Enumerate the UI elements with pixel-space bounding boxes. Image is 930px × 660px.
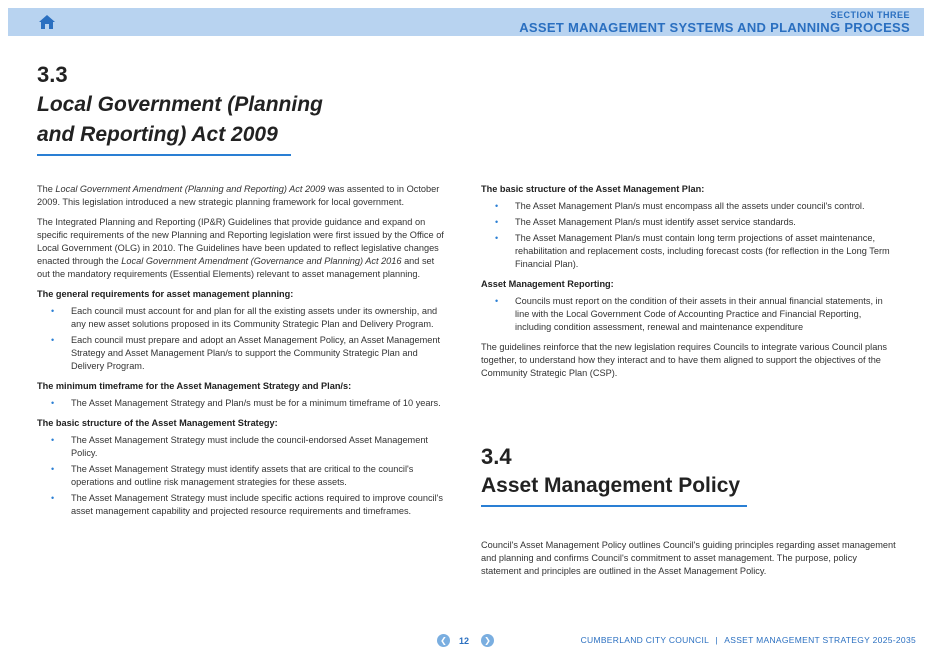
list-item: • The Asset Management Strategy must identify assets that are critical to the council's operations and outline risk management strategies for these assets. [51,464,414,487]
policy-column [481,539,896,585]
heading-line-2: and Reporting) Act 2009 [37,123,278,146]
footer-separator: | [715,635,719,645]
bullet-icon: • [495,201,499,211]
general-requirements-list [37,305,445,373]
section-heading-3-4: Asset Management Policy [481,474,741,497]
section-heading [37,90,323,150]
list-item: • The Asset Management Plan/s must identify asset service standards. [495,217,796,227]
section-title: ASSET MANAGEMENT SYSTEMS AND PLANNING PROCESS [519,20,910,35]
left-column [37,183,445,525]
home-icon[interactable] [38,14,56,30]
section-number: 3.3 [37,62,68,87]
right-column [481,183,896,387]
closing-paragraph: The guidelines reinforce that the new legislation requires Councils to integrate various Council plans together, to understand how they interact and to have them aligned to support the objectives of the Community Strategic Plan (CSP). [481,342,888,378]
page-number: 12 [459,636,470,646]
paragraph-guidelines: The Integrated Planning and Reporting (IP&R) Guidelines that provide guidance and expand on specific requirements of the new Planning and Reporting legislation were first issued by the Office of Local Government (OLG) in 2010. The Guidelines have been updated to reflect legislative changes enacted through the Local Government Amendment (Governance and Planning) Act 2016 and set out the mandatory requirements (Essential Elements) relevant to asset management planning. [37,217,444,279]
list-item: • The Asset Management Plan/s must encompass all the assets under council's control. [495,201,865,211]
list-item: • The Asset Management Strategy must include the council-endorsed Asset Management Policy. [51,435,428,458]
list-item: • Each council must account for and plan for all the existing assets under its ownership, and any new asset solutions proposed in its Community Strategic Plan and Delivery Program. [51,306,438,329]
timeframe-list [37,397,445,410]
footer-doc: ASSET MANAGEMENT STRATEGY 2025-2035 [724,635,916,645]
list-item: • Councils must report on the condition of their assets in their annual financial statements, in line with the Local Government Code of Accounting Practice and Financial Reporting, including condition assessment, renewal and maintenance expenditure [495,296,883,332]
footer-title [581,635,916,645]
list-item: • The Asset Management Strategy must include specific actions required to improve council's asset management capability and projected resource requirements and timeframes. [51,493,443,516]
bullet-icon: • [51,464,55,474]
list-item: • Each council must prepare and adopt an Asset Management Policy, an Asset Management Strategy and Asset Management Plan/s to support the Community Strategic Plan and Delivery Program. [51,335,441,371]
timeframe-heading: The minimum timeframe for the Asset Management Strategy and Plan/s: [37,381,352,391]
bullet-icon: • [51,435,55,445]
strategy-structure-heading: The basic structure of the Asset Management Strategy: [37,418,278,428]
strategy-structure-list [37,434,445,518]
bullet-icon: • [51,335,55,345]
plan-structure-heading: The basic structure of the Asset Management Plan: [481,184,705,194]
section-label: SECTION THREE [830,10,910,20]
paragraph-intro: The Local Government Amendment (Planning and Reporting) Act 2009 was assented to in October 2009. This legislation introduced a new strategic planning framework for local government. [37,184,440,207]
footer-org: CUMBERLAND CITY COUNCIL [580,635,709,645]
list-item: • The Asset Management Plan/s must contain long term projections of asset maintenance, rehabilitation and replacement costs, including forecast costs (for reflection in the Long Term Financial Plan). [495,233,890,269]
reporting-list [481,295,896,334]
list-item: • The Asset Management Strategy and Plan/s must be for a minimum timeframe of 10 years. [51,398,441,408]
reporting-heading: Asset Management Reporting: [481,279,614,289]
section-number-3-4: 3.4 [481,444,512,469]
heading-underline-3-4 [481,505,747,507]
bullet-icon: • [495,217,499,227]
chevron-left-icon[interactable]: ❮ [437,634,450,647]
bullet-icon: • [495,296,499,306]
bullet-icon: • [51,493,55,503]
chevron-right-icon[interactable]: ❯ [481,634,494,647]
heading-line-1: Local Government (Planning [37,93,323,116]
heading-underline [37,154,291,156]
header-bar [8,8,924,36]
plan-structure-list [481,200,896,271]
general-requirements-heading: The general requirements for asset management planning: [37,289,294,299]
bullet-icon: • [51,306,55,316]
bullet-icon: • [495,233,499,243]
bullet-icon: • [51,398,55,408]
policy-paragraph: Council's Asset Management Policy outlines Council's guiding principles regarding asset management and planning and confirms Council's commitment to asset management. The purpose, policy statement and principles are outlined in the Asset Management Policy. [481,540,896,576]
